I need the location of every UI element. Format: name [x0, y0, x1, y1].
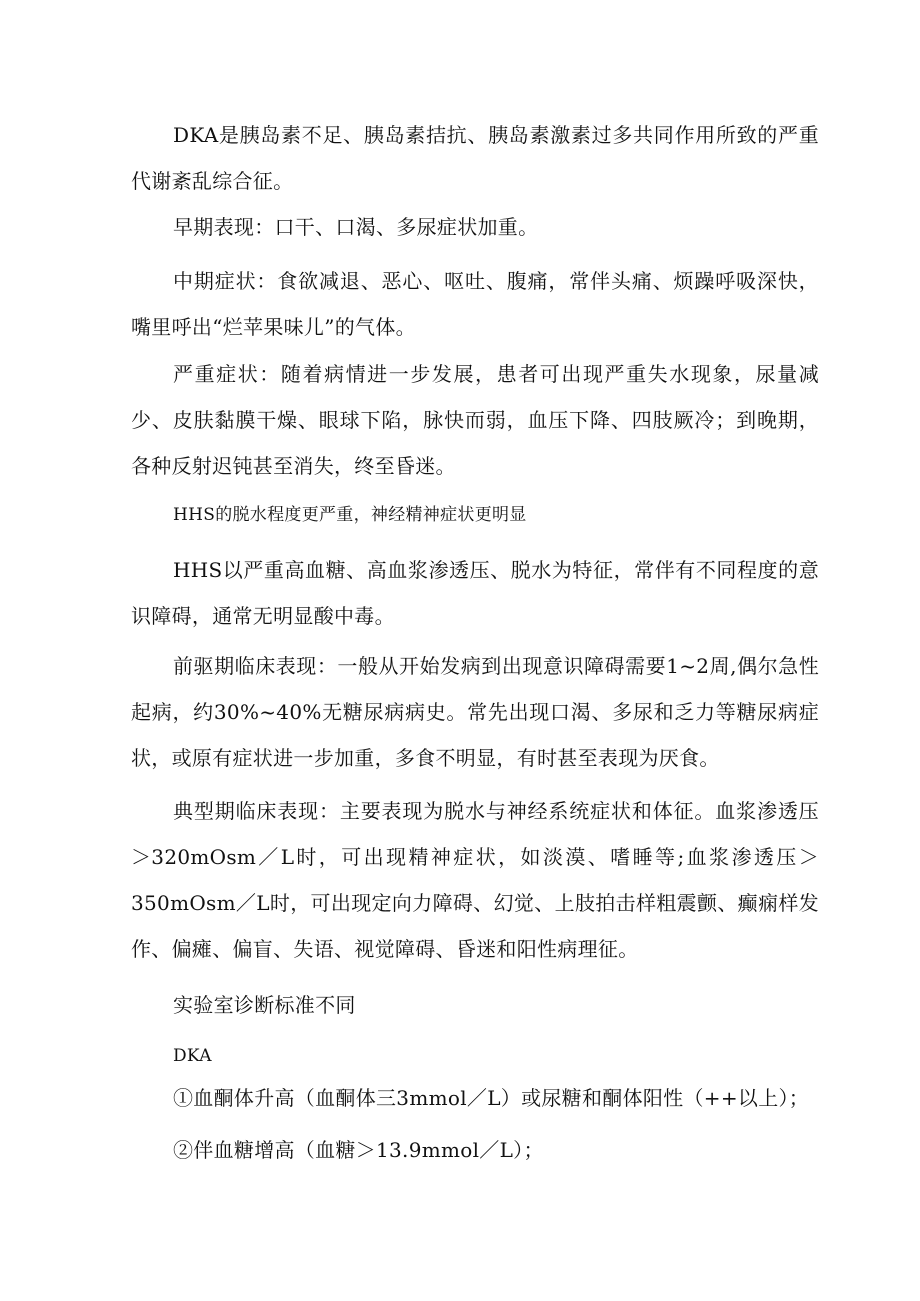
- paragraph-typical-phase: 典型期临床表现：主要表现为脱水与神经系统症状和体征。血浆渗透压＞320mOsm／L时，可出现精神症状，如淡漠、嗜睡等;血浆渗透压＞350mOsm／L时，可出现定向力障碍、幻觉、上肢拍击样粗震颤、癫痫样发作、偏瘫、偏盲、失语、视觉障碍、昏迷和阳性病理征。: [131, 799, 819, 961]
- paragraph-prodromal-phase: 前驱期临床表现：一般从开始发病到出现意识障碍需要1~2周,偶尔急性起病，约30%~40%无糖尿病病史。常先出现口渴、多尿和乏力等糖尿病症状，或原有症状进一步加重，多食不明显，有时甚至表现为厌食。: [131, 654, 819, 770]
- paragraph-mid-symptoms: 中期症状：食欲减退、恶心、呕吐、腹痛，常伴头痛、烦躁呼吸深快，嘴里呼出“烂苹果味儿”的气体。: [131, 269, 819, 339]
- paragraph-hhs-definition: HHS以严重高血糖、高血浆渗透压、脱水为特征，常伴有不同程度的意识障碍，通常无明显酸中毒。: [131, 558, 819, 628]
- paragraph-dka-definition: DKA是胰岛素不足、胰岛素拮抗、胰岛素激素过多共同作用所致的严重代谢紊乱综合征。: [131, 123, 819, 193]
- paragraph-hhs-summary: HHS的脱水程度更严重，神经精神症状更明显: [173, 505, 527, 525]
- paragraph-severe-symptoms: 严重症状：随着病情进一步发展，患者可出现严重失水现象，尿量减少、皮肤黏膜干燥、眼球下陷，脉快而弱，血压下降、四肢厥冷；到晚期，各种反射迟钝甚至消失，终至昏迷。: [131, 362, 819, 478]
- paragraph-early-symptoms: 早期表现：口干、口渴、多尿症状加重。: [173, 215, 539, 239]
- paragraph-criterion-2: ②伴血糖增高（血糖＞13.9mmol／L）；: [173, 1138, 544, 1162]
- paragraph-criterion-1: ①血酮体升高（血酮体三3mmol／L）或尿糖和酮体阳性（++以上）；: [173, 1086, 810, 1110]
- paragraph-dka-label: DKA: [173, 1046, 212, 1066]
- paragraph-lab-criteria-heading: 实验室诊断标准不同: [173, 993, 356, 1017]
